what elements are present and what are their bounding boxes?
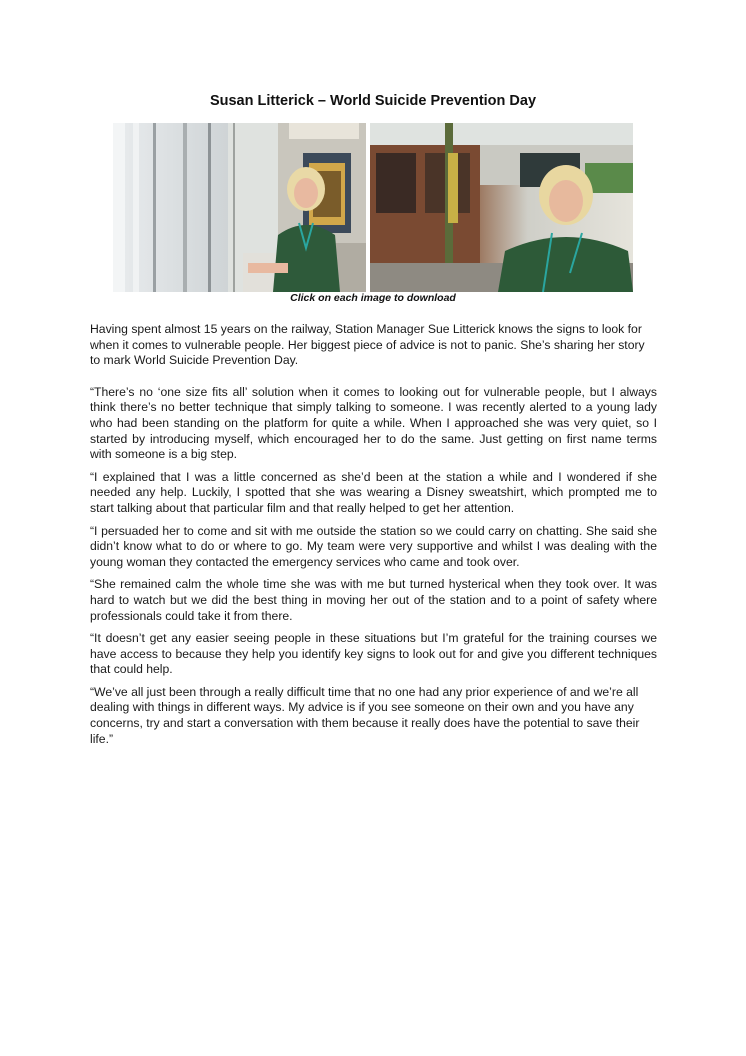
quote-paragraph: “There’s no ‘one size fits all’ solution when it comes to looking out for vulnerable people, but I always think there’s no better technique that simply talking to someone. I was recently alerted to a young lady who had been standing on the platform for quite a while. When I approached she was very quiet, so I started by introducing myself, which encouraged her to do the same. Just getting on first name terms with someone is a big step.: [90, 384, 657, 462]
page-title: Susan Litterick – World Suicide Prevention Day: [209, 93, 537, 109]
photo-station-window-image: [113, 123, 366, 292]
photo-station-window[interactable]: [113, 123, 366, 292]
photo-platform-train-image: [370, 123, 633, 292]
photo-gallery: [113, 123, 633, 292]
quote-paragraph: “It doesn’t get any easier seeing people in these situations but I’m grateful for the training courses we have access to because they help you identify key signs to look out for and give you different techniques that could help.: [90, 631, 657, 677]
photo-platform-train[interactable]: [370, 123, 633, 292]
quote-paragraph: “I persuaded her to come and sit with me outside the station so we could carry on chatting. She said she didn’t know what to do or where to go. My team were very supportive and whilst I was dealing with the young woman they contacted the emergency services who came and took over.: [90, 523, 657, 569]
image-caption: Click on each image to download: [290, 292, 456, 304]
quote-paragraph: “I explained that I was a little concerned as she’d been at the station a while and I wondered if she needed any help. Luckily, I spotted that she was wearing a Disney sweatshirt, which prompted me to start talking about that particular film and that really helped to get her attention.: [90, 469, 657, 515]
closing-paragraph: “We’ve all just been through a really difficult time that no one had any prior experience of and we’re all dealing with things in different ways. My advice is if you see someone on their own and you have any concerns, try and start a conversation with them because it really does have the potential to save their life.”: [90, 684, 640, 746]
article-body: [90, 322, 657, 747]
intro-paragraph: Having spent almost 15 years on the railway, Station Manager Sue Litterick knows the signs to look for when it comes to vulnerable people. Her biggest piece of advice is not to panic. She’s sharing her story to mark World Suicide Prevention Day.: [90, 322, 645, 368]
quote-paragraph: “She remained calm the whole time she was with me but turned hysterical when they took over. It was hard to watch but we did the best thing in moving her out of the station and to a point of safety where professionals could take it from there.: [90, 577, 657, 623]
